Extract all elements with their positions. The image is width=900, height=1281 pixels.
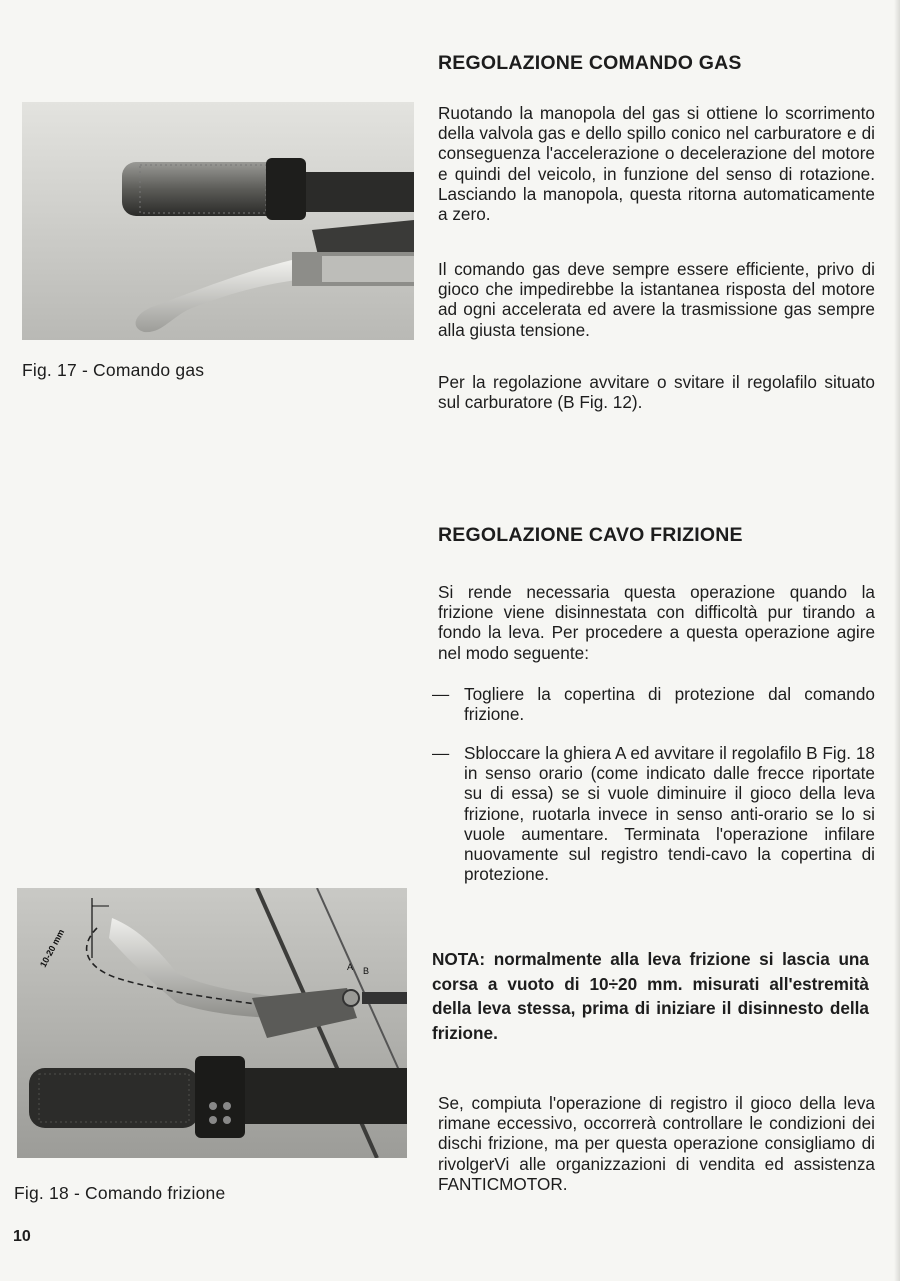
section-heading-clutch: REGOLAZIONE CAVO FRIZIONE <box>438 524 743 546</box>
ring-label-a: A <box>347 962 354 972</box>
paragraph: Ruotando la manopola del gas si ottiene lo scorrimento della valvola gas e dello spillo conico nel carburatore e di conseguenza l'accelerazione o decelerazione del motore e quindi del veicolo, in funzione del senso di rotazione. Lasciando la manopola, questa ritorna automaticamente a zero. <box>438 103 875 225</box>
intro-paragraph: Si rende necessaria questa operazione quando la frizione viene disinnestata con difficoltà pur tirando a fondo la leva. Per procedere a questa operazione agire nel modo seguente: <box>438 582 875 663</box>
measure-label: 10-20 mm <box>37 927 67 969</box>
bullet-dash: — <box>432 743 450 763</box>
note-paragraph: NOTA: normalmente alla leva frizione si lascia una corsa a vuoto di 10÷20 mm. misurati all'estremità della leva stessa, prima di iniziare il disinnesto della frizione. <box>432 949 869 1043</box>
adjuster-label-b: B <box>363 966 370 976</box>
figure-17-caption: Fig. 17 - Comando gas <box>22 360 205 380</box>
list-item <box>432 684 875 724</box>
paragraph: Per la regolazione avvitare o svitare il regolafilo situato sul carburatore (B Fig. 12). <box>438 372 875 413</box>
throttle-grip-photo <box>22 102 414 340</box>
list-item-text: Togliere la copertina di protezione dal comando frizione. <box>464 684 875 725</box>
bullet-dash: — <box>432 684 450 704</box>
figure-18-caption: Fig. 18 - Comando frizione <box>14 1183 226 1203</box>
page-number: 10 <box>13 1228 31 1245</box>
clutch-lever-photo <box>17 888 407 1158</box>
list-item-text: Sbloccare la ghiera A ed avvitare il regolafilo B Fig. 18 in senso orario (come indicato dalle frecce riportate su di essa) se si vuole diminuire il gioco della leva frizione, ruotarla invece in senso anti-orario se lo si vuole aumentare. Terminata l'operazione infilare nuovamente sul registro tendi-cavo la copertina di protezione. <box>464 743 875 885</box>
list-item <box>432 743 875 884</box>
closing-paragraph: Se, compiuta l'operazione di registro il gioco della leva rimane eccessivo, occorrerà controllare le condizioni dei dischi frizione, ma per questa operazione consigliamo di rivolgerVi alle organizzazioni di vendita ed assistenza FANTICMOTOR. <box>438 1093 875 1194</box>
page-edge <box>894 0 900 1281</box>
section-heading-gas: REGOLAZIONE COMANDO GAS <box>438 52 742 74</box>
paragraph: Il comando gas deve sempre essere efficiente, privo di gioco che impedirebbe la istantanea risposta del motore ad ogni accelerata ed avere la trasmissione gas sempre alla giusta tensione. <box>438 259 875 340</box>
